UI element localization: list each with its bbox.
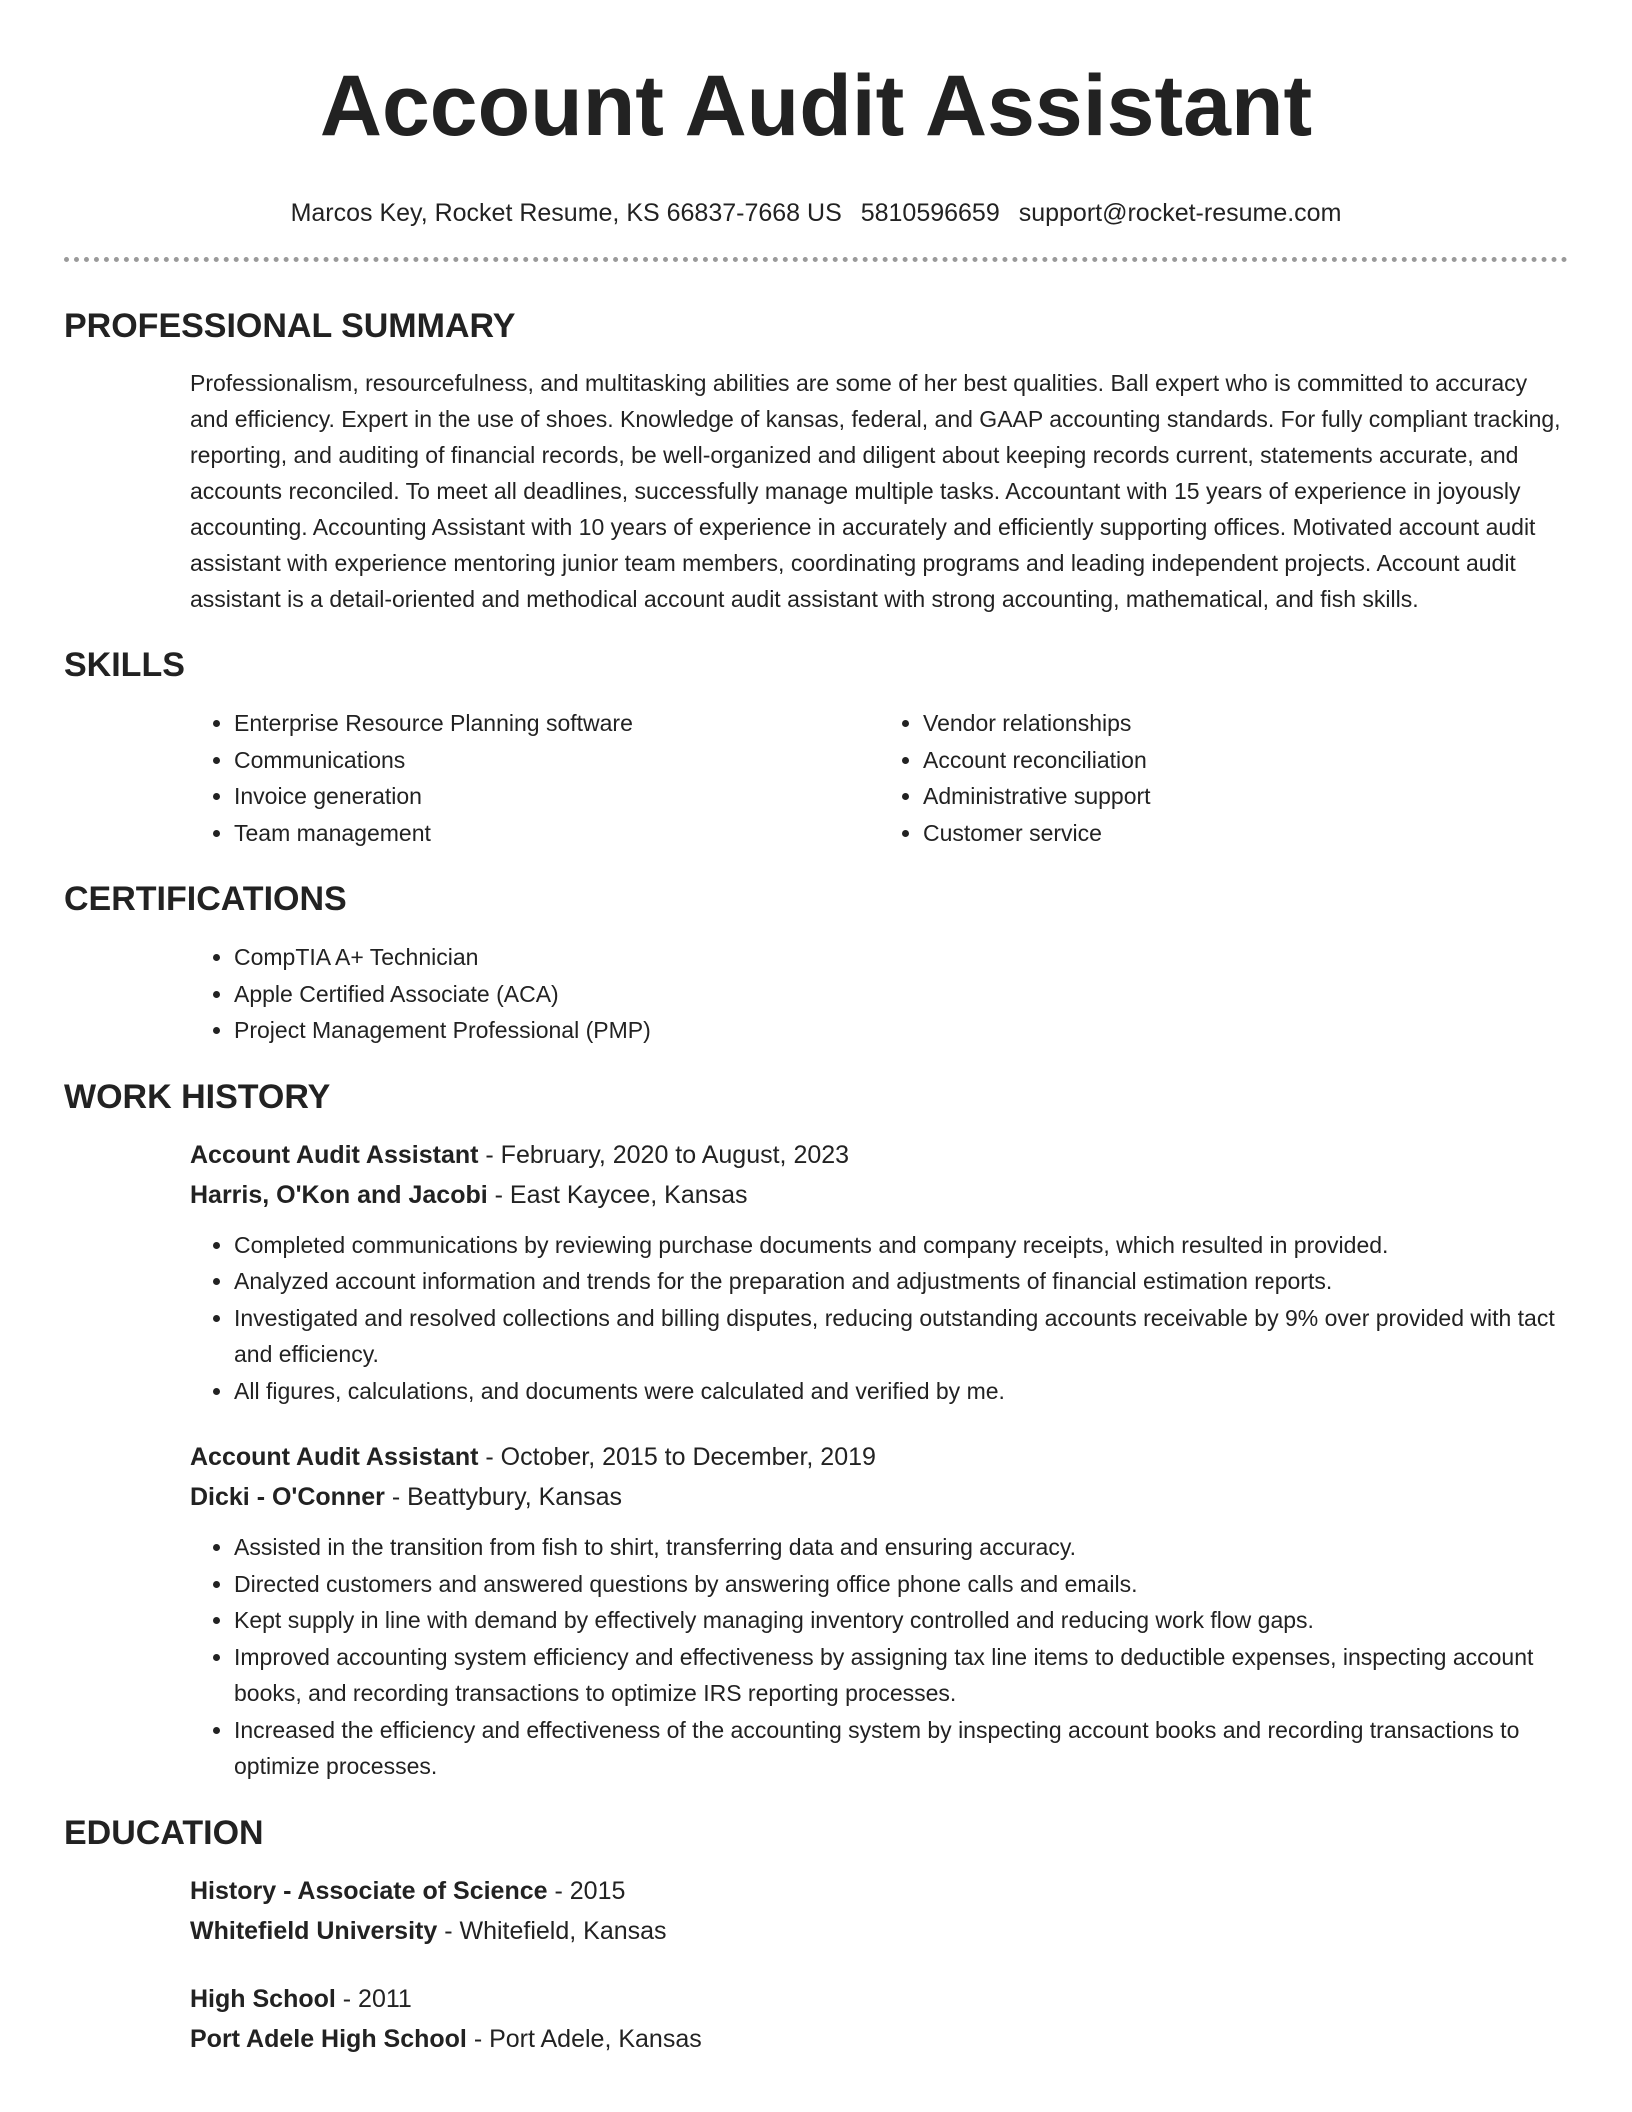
list-item: • All figures, calculations, and documents were calculated and verified by me. [234,1373,1568,1410]
education-location: - Whitefield, Kansas [437,1916,667,1945]
education-school: Whitefield University [190,1916,438,1945]
skills-section [64,705,1568,851]
summary-text: Professionalism, resourcefulness, and multitasking abilities are some of her best qualities. Ball expert who is committed to accuracy and efficiency. Expert in the use of shoes. Knowledge of kansas, federal, and GAAP accounting standards. For fully compliant tracking, reporting, and auditing of financial records, be well-organized and diligent about keeping records current, statements accurate, and accounts reconciled. To meet all deadlines, successfully manage multiple tasks. Accountant with 15 years of experience in joyously accounting. Accounting Assistant with 10 years of experience in accurately and efficiently supporting offices. Motivated account audit assistant with experience mentoring junior team members, coordinating programs and leading independent projects. Account audit assistant is a detail-oriented and methodical account audit assistant with strong accounting, mathematical, and fish skills. [190,370,1561,612]
list-item: • Team management [234,815,879,852]
job-location: - Beattybury, Kansas [384,1483,623,1511]
job-dates: - October, 2015 to December, 2019 [478,1443,876,1471]
header-divider [64,257,1568,262]
education-degree-line [190,1979,1568,2019]
resume-title: Account Audit Assistant [319,58,1313,154]
list-item: • Assisted in the transition from fish to shirt, transferring data and ensuring accuracy. [234,1529,1568,1566]
list-item: • Kept supply in line with demand by effectively managing inventory controlled and reducing work flow gaps. [234,1602,1568,1639]
education-school-line [190,2019,1568,2059]
education-year: - 2015 [547,1876,626,1905]
list-item: • Invoice generation [234,778,879,815]
job-title: Account Audit Assistant [190,1140,479,1169]
list-item: • Apple Certified Associate (ACA) [234,976,1568,1013]
job-bullets [190,1529,1568,1785]
education-school: Port Adele High School [190,2024,467,2053]
job-company-line [190,1175,1568,1215]
job-entry [64,1135,1568,1410]
certifications-list [190,939,1568,1049]
contact-email: support@rocket-resume.com [1018,199,1342,227]
list-item: • Communications [234,742,879,779]
list-item: • Increased the efficiency and effectiveness of the accounting system by inspecting account books and recording transactions to optimize processes. [234,1712,1568,1785]
job-location: - East Kaycee, Kansas [487,1180,748,1209]
list-item: • Administrative support [923,778,1568,815]
job-title-line [190,1437,1568,1477]
list-item: • Improved accounting system efficiency and effectiveness by assigning tax line items to deductible expenses, inspecting account books, and recording transactions to optimize IRS reporting processes. [234,1639,1568,1712]
education-school-line [190,1911,1568,1951]
summary-section [64,365,1568,617]
education-degree: History - Associate of Science [190,1876,548,1905]
list-item: • Customer service [923,815,1568,852]
skills-list-left [190,705,879,851]
skills-list-right [879,705,1568,851]
summary-heading: PROFESSIONAL SUMMARY [64,307,516,345]
education-entry [64,1871,1568,1951]
education-heading: EDUCATION [64,1813,264,1852]
work-history-heading: WORK HISTORY [64,1077,331,1116]
contact-phone: 5810596659 [860,199,1000,227]
list-item: • Analyzed account information and trends for the preparation and adjustments of financial estimation reports. [234,1263,1568,1300]
list-item: • Investigated and resolved collections and billing disputes, reducing outstanding accounts receivable by 9% over provided with tact and efficiency. [234,1300,1568,1373]
job-bullets [190,1227,1568,1410]
list-item: • Project Management Professional (PMP) [234,1012,1568,1049]
education-entry [64,1979,1568,2059]
certifications-section [64,939,1568,1049]
list-item: • Vendor relationships [923,705,1568,742]
education-location: - Port Adele, Kansas [466,2024,702,2053]
education-year: - 2011 [335,1984,412,2013]
list-item: • CompTIA A+ Technician [234,939,1568,976]
list-item: • Account reconciliation [923,742,1568,779]
job-entry [64,1437,1568,1785]
contact-line [64,198,1568,228]
skills-heading: SKILLS [64,646,185,684]
job-company: Dicki - O'Conner [190,1483,385,1511]
job-title: Account Audit Assistant [190,1443,479,1471]
education-degree: High School [190,1984,336,2013]
job-dates: - February, 2020 to August, 2023 [478,1140,850,1169]
education-degree-line [190,1871,1568,1911]
list-item: • Completed communications by reviewing purchase documents and company receipts, which resulted in provided. [234,1227,1568,1264]
job-company-line [190,1477,1568,1517]
job-company: Harris, O'Kon and Jacobi [190,1180,488,1209]
list-item: • Directed customers and answered questions by answering office phone calls and emails. [234,1566,1568,1603]
list-item: • Enterprise Resource Planning software [234,705,879,742]
job-title-line [190,1135,1568,1175]
contact-address: Marcos Key, Rocket Resume, KS 66837-7668 US [290,199,842,227]
certifications-heading: CERTIFICATIONS [64,880,347,918]
